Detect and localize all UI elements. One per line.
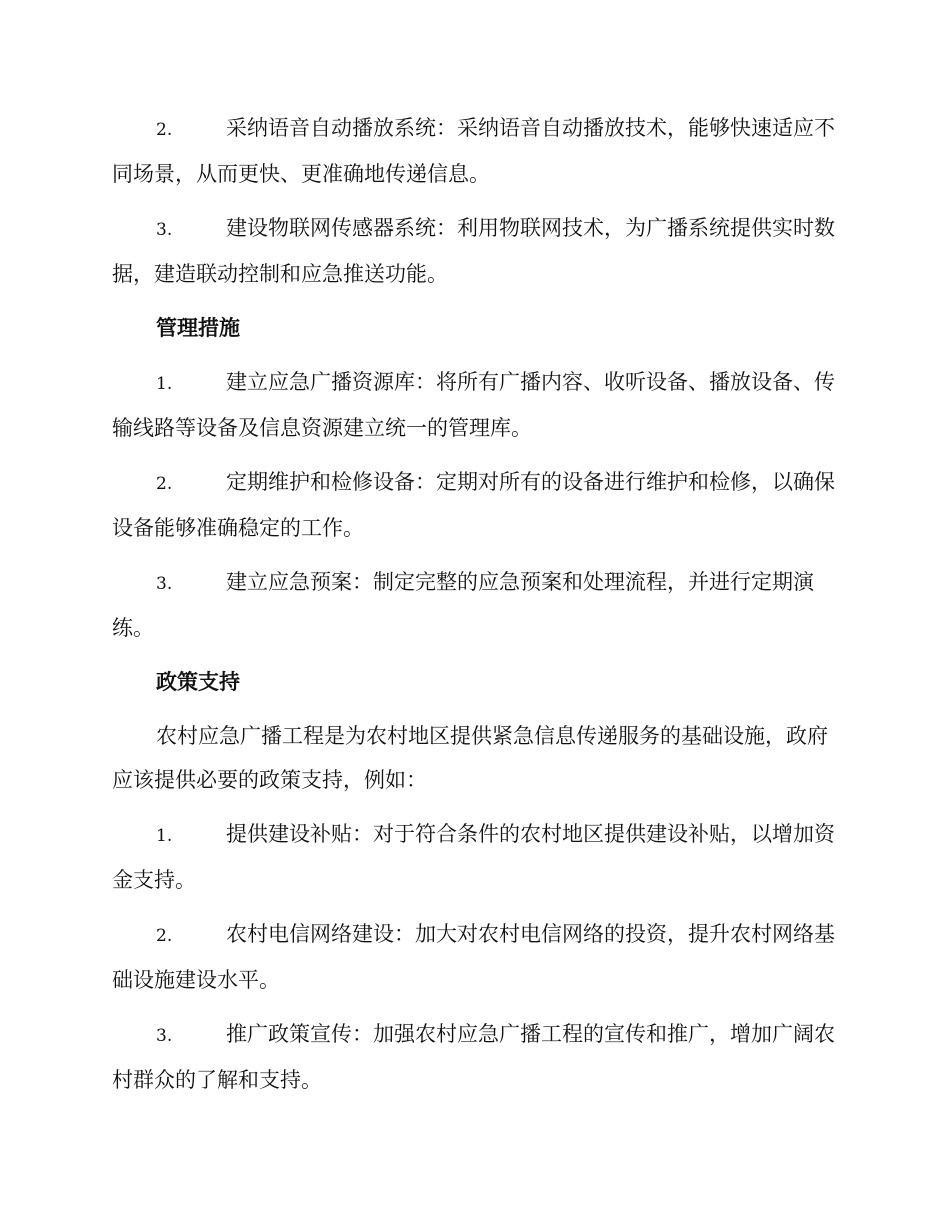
list-item <box>112 460 837 550</box>
list-text: 推广政策宣传：加强农村应急广播工程的宣传和推广，增加广阔农村群众的了解和支持。 <box>112 1022 835 1092</box>
document-body <box>112 106 837 1112</box>
list-text: 建立应急广播资源库：将所有广播内容、收听设备、播放设备、传输线路等设备及信息资源建立统一的管理库。 <box>112 370 835 440</box>
list-text: 定期维护和检修设备：定期对所有的设备进行维护和检修，以确保设备能够准确稳定的工作。 <box>112 470 835 540</box>
list-number: 3. <box>156 574 173 594</box>
list-text: 采纳语音自动播放系统：采纳语音自动播放技术，能够快速适应不同场景，从而更快、更准确地传递信息。 <box>112 116 835 186</box>
list-item <box>112 912 837 1002</box>
list-item <box>112 206 837 296</box>
list-text: 农村电信网络建设：加大对农村电信网络的投资，提升农村网络基础设施建设水平。 <box>112 922 835 992</box>
section-heading-management: 管理措施 <box>156 316 240 340</box>
list-item <box>112 360 837 450</box>
list-text: 建立应急预案：制定完整的应急预案和处理流程，并进行定期演练。 <box>112 570 814 640</box>
list-item <box>112 1012 837 1102</box>
list-number: 3. <box>156 220 173 240</box>
list-number: 2. <box>156 926 173 946</box>
list-item <box>112 560 837 650</box>
list-item <box>112 812 837 902</box>
list-number: 1. <box>156 374 173 394</box>
list-number: 1. <box>156 826 173 846</box>
section-heading-policy: 政策支持 <box>156 670 240 694</box>
list-text: 建设物联网传感器系统：利用物联网技术，为广播系统提供实时数据，建造联动控制和应急推送功能。 <box>112 216 835 286</box>
body-paragraph: 农村应急广播工程是为农村地区提供紧急信息传递服务的基础设施，政府应该提供必要的政策支持，例如： <box>112 724 828 792</box>
list-item <box>112 106 837 196</box>
list-text: 提供建设补贴：对于符合条件的农村地区提供建设补贴，以增加资金支持。 <box>112 822 835 892</box>
list-number: 3. <box>156 1026 173 1046</box>
list-number: 2. <box>156 120 173 140</box>
list-number: 2. <box>156 474 173 494</box>
